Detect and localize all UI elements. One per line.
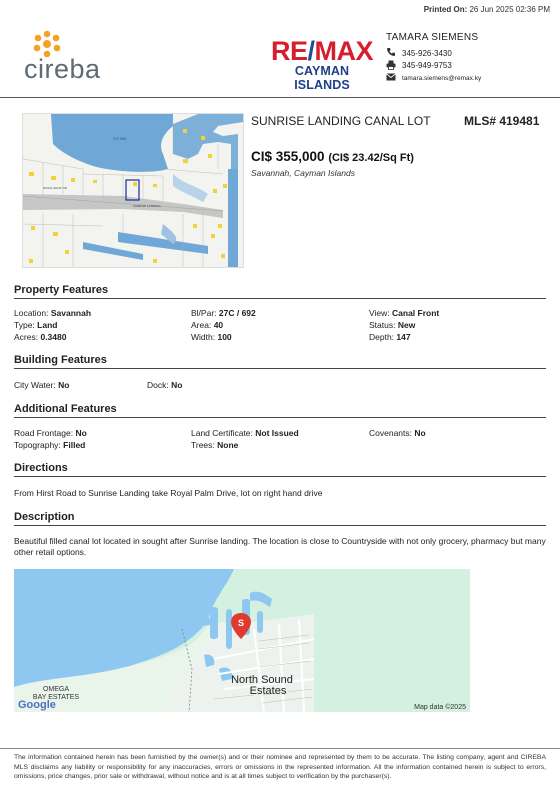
cireba-wordmark: cireba (24, 54, 101, 84)
directions-heading: Directions (14, 462, 546, 477)
remax-max: MAX (314, 36, 374, 66)
additional-features-heading: Additional Features (14, 403, 546, 418)
map-place-bay-estates: BAY ESTATES (32, 694, 80, 701)
feature-dock: Dock: No (147, 380, 183, 390)
property-features-heading: Property Features (14, 284, 546, 299)
price-per-sqft: (CI$ 23.42/Sq Ft) (328, 152, 414, 164)
parcel-road-label-1: ROYAL PALM DR (43, 186, 67, 190)
listing-location: Savannah, Cayman Islands (251, 168, 355, 178)
feature-area: Area: 40 (191, 320, 224, 330)
directions-text: From Hirst Road to Sunrise Landing take Royal Palm Drive, lot on right hand drive (14, 488, 323, 498)
feature-covenants: Covenants: No (369, 428, 426, 438)
agent-phone-row (386, 47, 556, 60)
printed-on (424, 5, 550, 14)
price-value: CI$ 355,000 (251, 149, 325, 164)
listing-title: SUNRISE LANDING CANAL LOT (251, 114, 431, 128)
agent-fax-row (386, 60, 556, 73)
remax-slash: / (307, 36, 315, 66)
agent-card (386, 32, 556, 85)
agent-phone[interactable]: 345-926-3430 (402, 48, 452, 58)
building-features-grid (14, 380, 546, 392)
mls-number: MLS# 419481 (464, 114, 540, 128)
feature-depth: Depth: 147 (369, 332, 411, 342)
description-text: Beautiful filled canal lot located in sought after Sunrise landing. The location is close to Countryside with not only grocery, pharmacy but many other retail options. (14, 536, 546, 557)
email-icon (386, 73, 400, 83)
printed-date: 26 Jun 2025 02:36 PM (469, 5, 550, 14)
feature-trees: Trees: None (191, 440, 239, 450)
parcel-map-image (22, 113, 244, 268)
parcel-water-label: 27C 692 (113, 137, 127, 141)
feature-acres: Acres: 0.3480 (14, 332, 67, 342)
fax-icon (386, 60, 400, 72)
feature-block-parcel: Bl/Par: 27C / 692 (191, 308, 256, 318)
map-place-estates: Estates (249, 685, 287, 697)
remax-wordmark (268, 38, 376, 64)
building-features-heading: Building Features (14, 354, 546, 369)
feature-city-water: City Water: No (14, 380, 70, 390)
remax-re: RE (270, 36, 308, 66)
phone-icon (386, 47, 400, 59)
feature-location: Location: Savannah (14, 308, 92, 318)
header-divider (0, 97, 560, 98)
feature-topography: Topography: Filled (14, 440, 86, 450)
parcel-road-label-2: SUNRISE LANDING (133, 204, 161, 208)
printed-label: Printed On: (423, 5, 468, 14)
cireba-logo (22, 30, 132, 82)
property-features-grid (14, 308, 546, 344)
google-logo: Google (18, 699, 56, 711)
map-place-north-sound: North Sound (231, 674, 293, 686)
agent-name: TAMARA SIEMENS (386, 32, 479, 43)
location-map[interactable] (14, 569, 470, 712)
feature-view: View: Canal Front (369, 308, 440, 318)
remax-subtitle: CAYMAN ISLANDS (294, 64, 350, 92)
feature-status: Status: New (369, 320, 416, 330)
description-heading: Description (14, 511, 546, 526)
agent-email[interactable]: tamara.siemens@remax.ky (402, 74, 482, 82)
additional-features-grid (14, 428, 546, 452)
map-marker-label: S (237, 618, 245, 628)
map-place-omega: OMEGA (42, 686, 70, 693)
feature-width: Width: 100 (191, 332, 232, 342)
disclaimer: The information contained herein has been furnished by the owner(s) and or their nominee and represented by them to be accurate. The listing company, agent and CIREBA MLS disclaims any liability or responsibility for any inaccuracies, errors or omissions in the represented information. All the information contained herein is subject to errors, omissions, price changes, prior sale or withdrawal, without notice and is at all times subject to verification by the purchaser(s). (14, 754, 546, 781)
listing-price (251, 149, 414, 164)
remax-logo (268, 38, 376, 92)
feature-land-certificate: Land Certificate: Not Issued (191, 428, 299, 438)
agent-email-row (386, 72, 556, 85)
feature-type: Type: Land (14, 320, 58, 330)
agent-fax: 345-949-9753 (402, 61, 452, 71)
map-credit: Map data ©2025 (414, 704, 466, 711)
footer-divider (0, 748, 560, 749)
feature-road-frontage: Road Frontage: No (14, 428, 87, 438)
